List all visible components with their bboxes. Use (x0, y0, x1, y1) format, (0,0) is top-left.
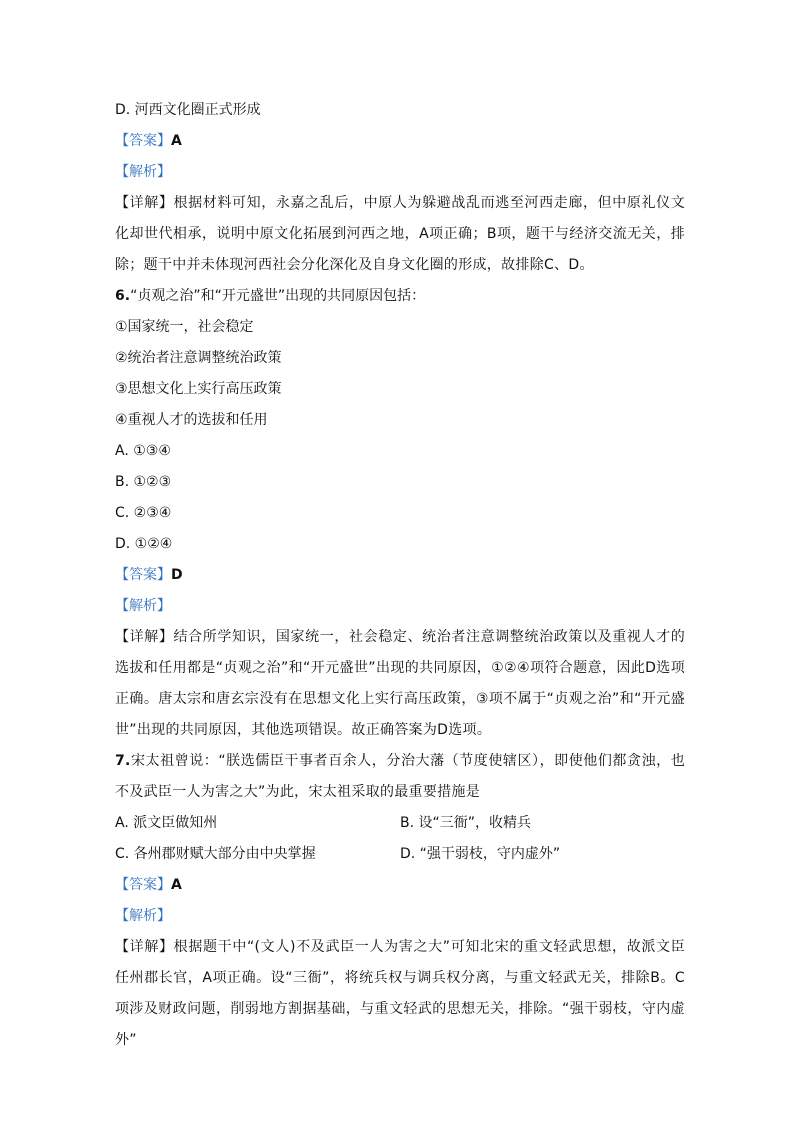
q7-stem-text: 宋太祖曾说：“朕选儒臣干事者百余人，分治大藩（节度使辖区），即使他们都贪浊，也不及武臣一人为害之大”为此，宋太祖采取的最重要措施是 (115, 753, 685, 800)
q7-answer-line (115, 870, 685, 901)
q6-detail (115, 622, 685, 746)
detail-tag: 【详解】 (115, 629, 174, 645)
q6-item: ②统治者注意调整统治政策 (115, 350, 282, 366)
q6-answer-line (115, 560, 685, 591)
q7-option-b: B. 设“三衙”，收精兵 (400, 815, 532, 831)
q7-options-row-1 (115, 808, 685, 839)
q6-item: ①国家统一，社会稳定 (115, 319, 254, 335)
q7-analysis-tag: 【解析】 (115, 908, 171, 924)
answer-tag: 【答案】 (115, 133, 171, 149)
q5-option-d: D. 河西文化圈正式形成 (115, 102, 261, 118)
q7-detail-text: 根据题干中“(文人)不及武臣一人为害之大”可知北宋的重文轻武思想，故派文臣任州郡长官，A项正确。设“三衙”，将统兵权与调兵权分离，与重文轻武无关，排除B。C项涉及财政问题，削弱地方割据基础，与重文轻武的思想无关，排除。“强干弱枝，守内虚外” (115, 939, 686, 1048)
q6-stem (115, 281, 685, 312)
q7-option-d: D. “强干弱枝，守内虚外” (400, 846, 561, 862)
q6-answer: D (171, 567, 183, 583)
q7-number: 7. (115, 753, 131, 769)
document-page (115, 95, 685, 1056)
q6-item: ④重视人才的选拔和任用 (115, 412, 268, 428)
detail-tag: 【详解】 (115, 939, 174, 955)
q6-option-a: A. ①③④ (115, 443, 171, 459)
q5-answer: A (171, 133, 182, 149)
q6-analysis-tag: 【解析】 (115, 598, 171, 614)
q6-option-c: C. ②③④ (115, 505, 172, 521)
q6-item: ③思想文化上实行高压政策 (115, 381, 282, 397)
q6-option-b: B. ①②③ (115, 474, 172, 490)
q6-detail-text: 结合所学知识，国家统一，社会稳定、统治者注意调整统治政策以及重视人才的选拔和任用都是“贞观之治”和“开元盛世”出现的共同原因，①②④项符合题意，因此D选项正确。唐太宗和唐玄宗没有在思想文化上实行高压政策，③项不属于“贞观之治”和“开元盛世”出现的共同原因，其他选项错误。故正确答案为D选项。 (115, 629, 685, 738)
q5-detail (115, 188, 685, 281)
detail-tag: 【详解】 (115, 195, 174, 211)
q6-number: 6. (115, 288, 131, 304)
answer-tag: 【答案】 (115, 877, 171, 893)
q5-analysis-tag: 【解析】 (115, 164, 171, 180)
q6-option-d: D. ①②④ (115, 536, 173, 552)
q6-stem-text: “贞观之治”和“开元盛世”出现的共同原因包括： (130, 288, 426, 304)
q7-stem (115, 746, 685, 808)
q7-detail (115, 932, 685, 1056)
q5-detail-text: 根据材料可知，永嘉之乱后，中原人为躲避战乱而逃至河西走廊，但中原礼仪文化却世代相承，说明中原文化拓展到河西之地，A项正确；B项，题干与经济交流无关，排除；题干中并未体现河西社会分化深化及自身文化圈的形成，故排除C、D。 (115, 195, 685, 273)
q7-option-c: C. 各州郡财赋大部分由中央掌握 (115, 846, 316, 862)
q7-answer: A (171, 877, 182, 893)
q7-option-a: A. 派文臣做知州 (115, 815, 218, 831)
answer-tag: 【答案】 (115, 567, 171, 583)
q5-answer-line (115, 126, 685, 157)
q7-options-row-2 (115, 839, 685, 870)
